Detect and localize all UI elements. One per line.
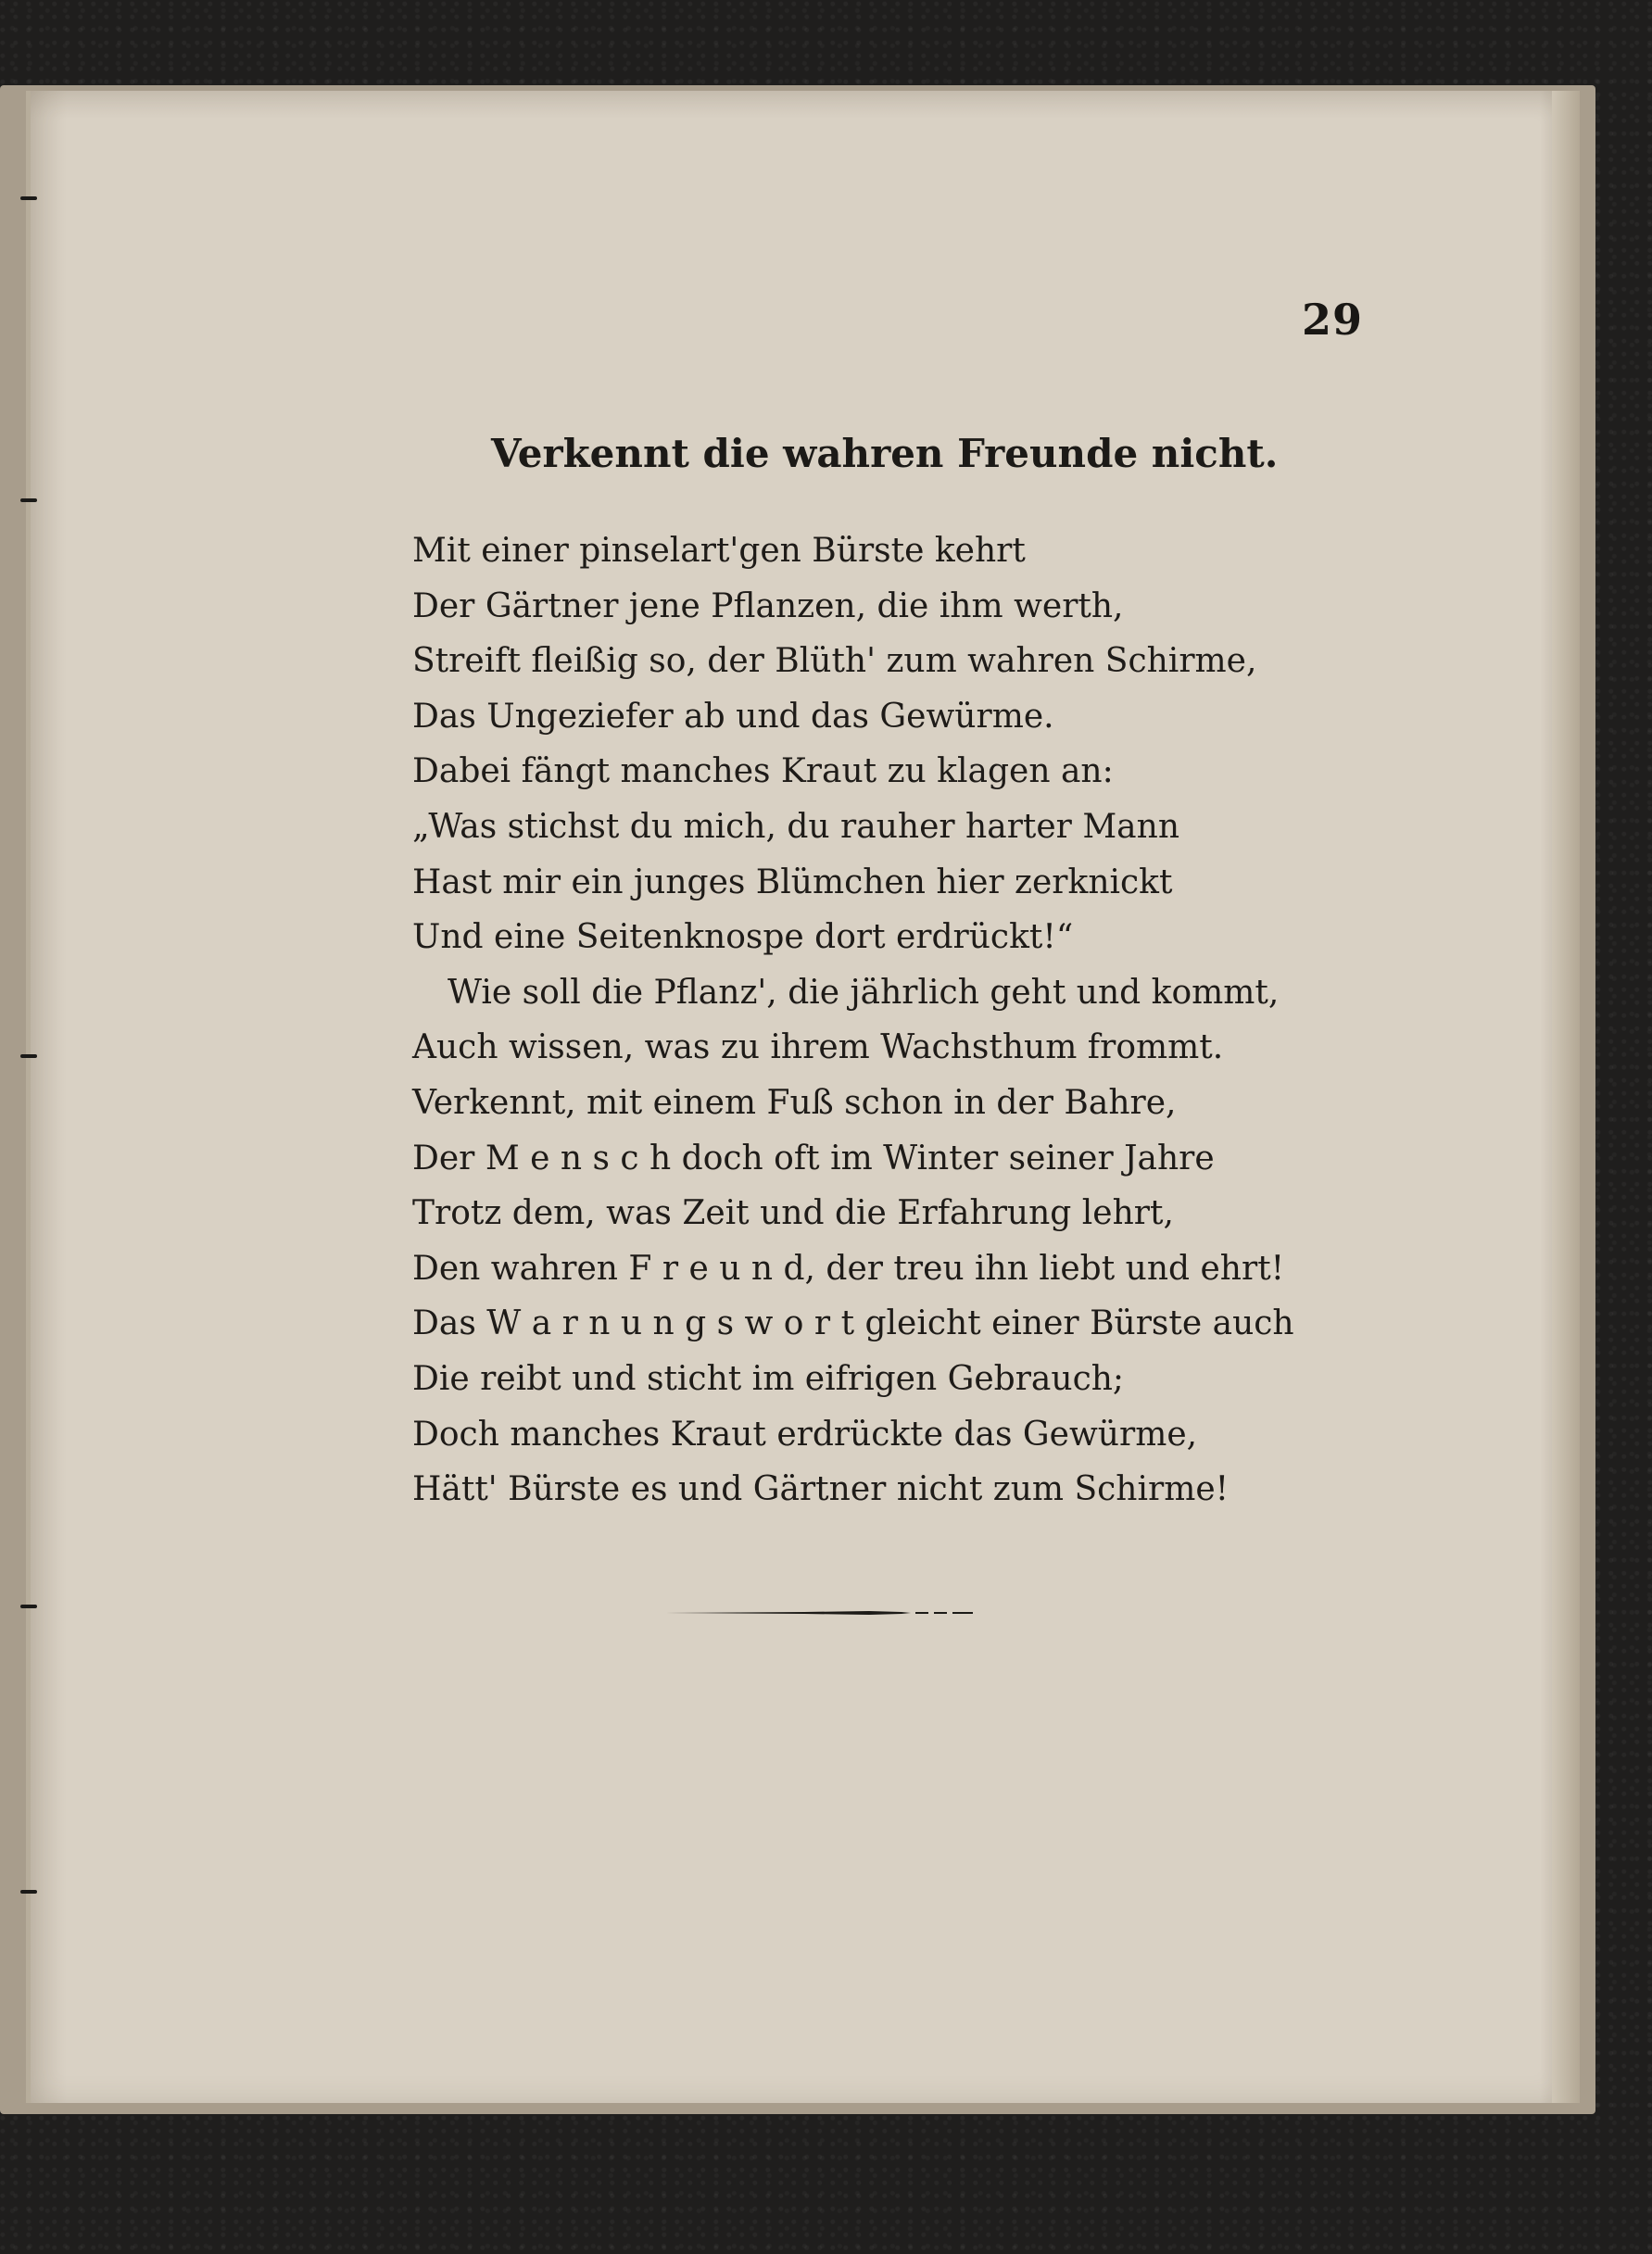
poem-line: Mit einer pinselart'gen Bürste kehrt [412,532,1026,570]
page-number: 29 [1302,295,1364,345]
binding-thread-mark [20,498,37,502]
binding-thread-mark [20,196,37,200]
poem-line: Hast mir ein junges Blümchen hier zerknickt [412,863,1173,901]
poem-line: Verkennt, mit einem Fuß schon in der Bahre, [412,1083,1177,1122]
closing-ornament-rule [665,1609,980,1617]
poem-line: Hätt' Bürste es und Gärtner nicht zum Schirme! [412,1470,1230,1509]
poem-line: Auch wissen, was zu ihrem Wachsthum frommt. [412,1028,1224,1067]
poem-line: „Was stichst du mich, du rauher harter Mann [412,807,1180,846]
poem-line: Und eine Seitenknospe dort erdrückt!“ [412,918,1074,957]
poem-title: Verkennt die wahren Freunde nicht. [491,431,1279,476]
binding-thread-mark [20,1054,37,1058]
poem-line: Trotz dem, was Zeit und die Erfahrung lehrt, [412,1194,1174,1233]
poem-line: Streift fleißig so, der Blüth' zum wahren Schirme, [412,642,1257,681]
poem-line: Der Gärtner jene Pflanzen, die ihm werth, [412,586,1124,625]
poem-line: Wie soll die Pflanz', die jährlich geht und kommt, [448,973,1280,1012]
poem-line: Doch manches Kraut erdrückte das Gewürme, [412,1415,1198,1454]
binding-thread-mark [20,1605,37,1608]
poem-body [412,523,1302,1517]
poem-line: Den wahren F r e u n d, der treu ihn liebt und ehrt! [412,1249,1285,1288]
page-stack-edge [1552,91,1580,2103]
poem-line: Das Ungeziefer ab und das Gewürme. [412,697,1054,736]
poem-line: Die reibt und sticht im eifrigen Gebrauch; [412,1359,1125,1398]
poem-line: Das W a r n u n g s w o r t gleicht einer Bürste auch [412,1304,1294,1343]
binding-gutter [26,91,31,2103]
poem-line: Dabei fängt manches Kraut zu klagen an: [412,752,1114,791]
binding-thread-mark [20,1890,37,1894]
poem-line: Der M e n s c h doch oft im Winter seiner Jahre [412,1139,1215,1177]
